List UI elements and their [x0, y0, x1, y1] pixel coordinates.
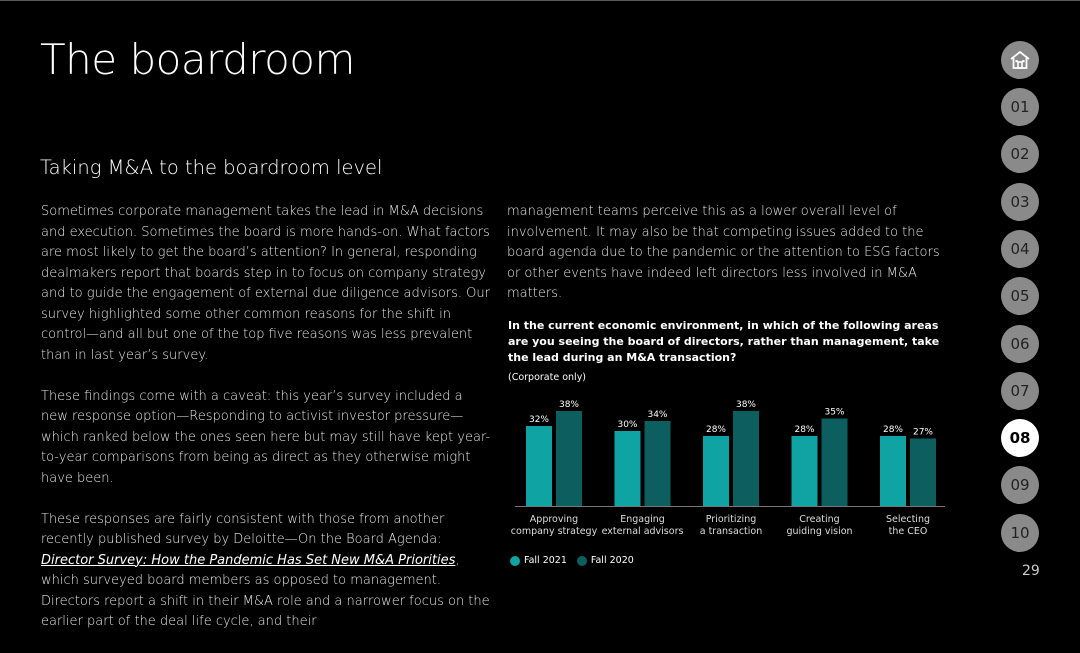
- legend-swatch: [577, 556, 587, 566]
- category-label: Approving: [529, 514, 579, 525]
- paragraph: Sometimes corporate management takes the lead in M&A decisions and execution. Sometimes the board is more hands-on. What factors are most likely to get the board’s attention? In general, responding dealmakers report that boards step in to focus on company strategy and to guide the engagement of external due diligence advisors. Our survey highlighted some other common reasons for the shift in control—and all but one of the top five reasons was less prevalent than in last year’s survey.: [41, 204, 490, 363]
- bar-fall-2021: [703, 436, 729, 506]
- body-column-left: [41, 202, 491, 653]
- page-title: The boardroom: [40, 35, 355, 84]
- nav-section-05[interactable]: 05: [1001, 277, 1039, 315]
- bar-fall-2020: [733, 411, 759, 506]
- nav-section-04[interactable]: 04: [1001, 230, 1039, 268]
- nav-section-09[interactable]: 09: [1001, 466, 1039, 504]
- bar-fall-2020: [822, 419, 848, 507]
- data-label: 38%: [735, 400, 757, 410]
- data-label: 35%: [824, 407, 845, 418]
- category-label: a transaction: [699, 526, 763, 537]
- nav-section-07[interactable]: 07: [1001, 372, 1039, 410]
- bar-fall-2021: [615, 431, 641, 506]
- category-label: Prioritizing: [705, 514, 757, 525]
- chart-subtitle: (Corporate only): [508, 372, 587, 383]
- bar-fall-2021: [792, 436, 818, 506]
- legend-label: Fall 2020: [590, 555, 634, 566]
- data-label: 28%: [794, 425, 815, 435]
- paragraph-text: These responses are fairly consistent with those from another recently published survey by Deloitte—On the Board Agenda:: [41, 511, 445, 547]
- category-label: Creating: [799, 514, 840, 525]
- nav-section-01[interactable]: 01: [1001, 88, 1039, 126]
- paragraph-text: , which surveyed board members as opposed to management. Directors report a shift in their M&A role and a narrower focus on the earlier part of the deal life cycle, and their: [41, 552, 490, 629]
- section-title: Taking M&A to the boardroom level: [40, 156, 383, 179]
- bar-fall-2021: [526, 426, 552, 506]
- data-label: 27%: [912, 427, 934, 438]
- legend-item: [510, 555, 567, 566]
- bar-chart: [505, 388, 955, 546]
- bar-fall-2020: [556, 411, 582, 506]
- chart-legend: [510, 555, 644, 566]
- bar-fall-2020: [645, 421, 671, 506]
- chart-title: In the current economic environment, in which of the following areas are you seeing the board of directors, rather than management, take the lead during an M&A transaction?: [508, 319, 940, 364]
- home-button[interactable]: [1001, 41, 1039, 79]
- category-label: the CEO: [888, 526, 928, 537]
- home-icon: [1008, 48, 1032, 72]
- data-label: 32%: [528, 415, 550, 425]
- nav-section-02[interactable]: 02: [1001, 135, 1039, 173]
- paragraph: management teams perceive this as a lower overall level of involvement. It may also be that competing issues added to the board agenda due to the pandemic or the attention to ESG factors or other events have indeed left directors less involved in M&A matters.: [507, 204, 940, 301]
- body-column-right: [507, 202, 957, 325]
- category-label: Engaging: [620, 514, 665, 525]
- director-survey-link[interactable]: Director Survey: How the Pandemic Has Set New M&A Priorities: [41, 552, 456, 568]
- top-divider: [0, 0, 1080, 1]
- nav-section-08[interactable]: 08: [1001, 419, 1039, 457]
- data-label: 28%: [882, 425, 904, 435]
- data-label: 30%: [617, 420, 638, 430]
- legend-item: [577, 555, 634, 566]
- category-label: company strategy: [510, 526, 598, 537]
- category-label: Selecting: [886, 514, 930, 525]
- paragraph: These findings come with a caveat: this year’s survey included a new response option—Responding to activist investor pressure—which ranked below the ones seen here but may still have kept year-to-year comparisons from being as direct as they otherwise might have been.: [41, 388, 491, 486]
- legend-swatch: [510, 556, 520, 566]
- nav-section-03[interactable]: 03: [1001, 183, 1039, 221]
- bar-fall-2020: [910, 439, 936, 507]
- bar-fall-2021: [880, 436, 906, 506]
- paragraph: [41, 510, 491, 633]
- category-label: guiding vision: [786, 526, 853, 537]
- page-number: 29: [1022, 563, 1040, 579]
- data-label: 38%: [558, 400, 580, 410]
- category-label: external advisors: [601, 526, 684, 537]
- nav-section-06[interactable]: 06: [1001, 325, 1039, 363]
- data-label: 28%: [705, 425, 727, 435]
- nav-section-10[interactable]: 10: [1001, 514, 1039, 552]
- data-label: 34%: [647, 410, 668, 420]
- legend-label: Fall 2021: [524, 555, 567, 566]
